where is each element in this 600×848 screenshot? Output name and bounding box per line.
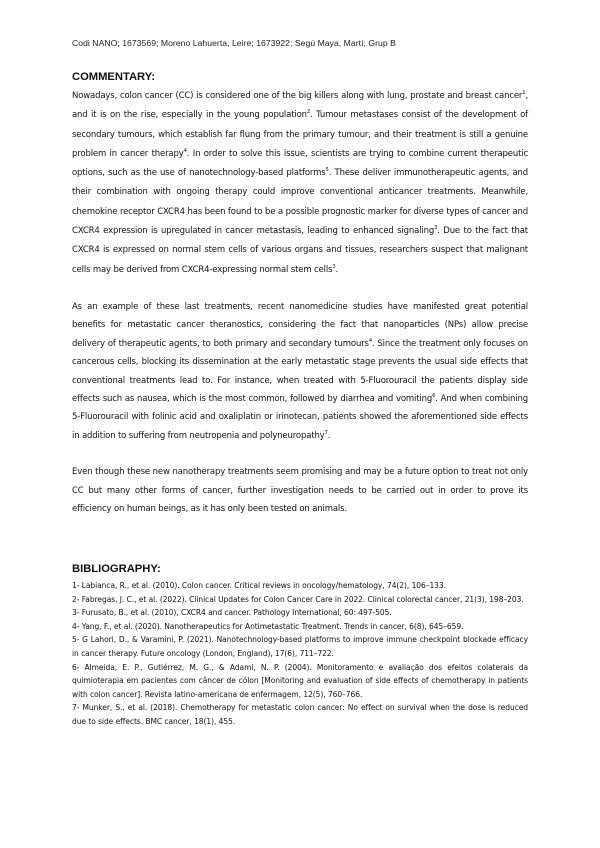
citation-ref: 2 [306,109,311,116]
reference-item: 5- G Lahori, D., & Varamini, P. (2021). Nanotechnology-based platforms to improve immune checkpoint blockade efficacy in cancer therapy. Future oncology (London, England), 17(6), 711–722. [72,635,528,658]
reference-item: 6- Almeida, E. P., Gutiérrez, M. G., & Adami, N. P. (2004). Monitoramento e avaliação dos efeitos colaterais da quimioterapia em pacientes com câncer de cólon [Monitoring and evaluation of side effects of chemotherapy in patients with colon cancer]. Revista latino-americana de enfermagem, 12(5), 760–766. [72,662,528,699]
page-header-authors: Codi NANO; 1673569; Moreno Lahuerta, Leire; 1673922; Segú Maya, Martí; Grup B [72,38,396,48]
reference-item: 2- Fabregas, J. C., et al. (2022). Clinical Updates for Colon Cancer Care in 2022. Clinical colorectal cancer, 21(3), 198–203. [72,594,524,604]
citation-ref: 4 [368,337,372,344]
citation-ref: 7 [324,429,328,436]
citation-ref: 3 [434,225,438,232]
citation-ref: 1 [522,90,526,96]
text-run: . [335,264,339,275]
text-run: , and it is on the rise, especially in the young population [72,91,528,121]
commentary-heading: COMMENTARY: [72,71,156,83]
text-run: . [327,430,331,441]
commentary-paragraph-1 [72,87,528,280]
paragraph-gap [72,445,528,463]
text-run: As an example of these last treatments, recent nanomedicine studies have manifested great potential benefits for metastatic cancer theranostics, considering the fact that nanoparticles (NPs) allow precise delivery of therapeutic agents, to both primary and secondary tumours [72,301,528,349]
reference-item: 7- Munker, S., et al. (2018). Chemotherapy for metastatic colon cancer: No effect on survival when the dose is reduced due to side effects. BMC cancer, 18(1), 455. [72,703,528,726]
text-run: . These deliver immunotherapeutic agents, and their combination with ongoing therapy could improve conventional anticancer treatments. Meanwhile, chemokine receptor CXCR4 has been found to be a possible prognostic marker for diverse types of cancer and CXCR4 expression is upregulated in cancer metastasis, leading to enhanced signaling [72,168,528,237]
bibliography-heading: BIBLIOGRAPHY: [72,563,161,575]
text-run: . Tumour metastases consist of the development of secondary tumours, which establish far flung from the primary tumour, and their treatment is still a genuine problem in cancer therapy [72,110,528,159]
citation-ref: 6 [432,393,436,399]
reference-item: 4- Yang, F., et al. (2020). Nanotherapeutics for Antimetastatic Treatment. Trends in cancer, 6(8), 645–659. [72,621,464,631]
reference-item: 3- Furusato, B., et al. (2010), CXCR4 and cancer. Pathology International, 60: 497-505. [72,608,392,618]
reference-item: 1- Labianca, R., et al. (2010). Colon cancer. Critical reviews in oncology/hematology, 74(2), 106–133. [72,581,446,590]
commentary-paragraph-3: Even though these new nanotherapy treatments seem promising and may be a future option to treat not only CC but many other forms of cancer, further investigation needs to be carried out in order to prove its efficiency on human beings, as it has only been tested on animals. [72,467,528,515]
commentary-body [72,87,528,518]
text-run: . In order to solve this issue, scientists are trying to combine current therapeutic options, such as the use of nanotechnology-based platforms [72,148,528,179]
text-run: . And when combining 5-Fluorouracil with folinic acid and oxaliplatin or irinotecan, patients showed the aforementioned side effects in addition to suffering from neutropenia and polyneuropathy [72,394,528,441]
paragraph-gap [72,280,528,298]
citation-ref: 5 [325,167,329,174]
text-run: Nowadays, colon cancer (CC) is considered one of the big killers along with lung, prostate and breast cancer [72,91,523,101]
citation-ref: 4 [183,147,187,154]
commentary-paragraph-2 [72,298,528,445]
text-run: . Due to the fact that CXCR4 is expressed on normal stem cells of various organs and tissues, researchers suspect that malignant cells may be derived from CXCR4-expressing normal stem cells [72,226,528,275]
text-run: . Since the treatment only focuses on cancerous cells, blocking its dissemination at the early metastatic stage prevents the usual side effects that conventional treatments lead to. For instance, when treated with 5-Fluorouracil the patients display side effects such as nausea, which is the most common, followed by diarrhea and vomiting [72,338,528,404]
bibliography-list [72,579,528,729]
citation-ref: 3 [332,263,336,270]
